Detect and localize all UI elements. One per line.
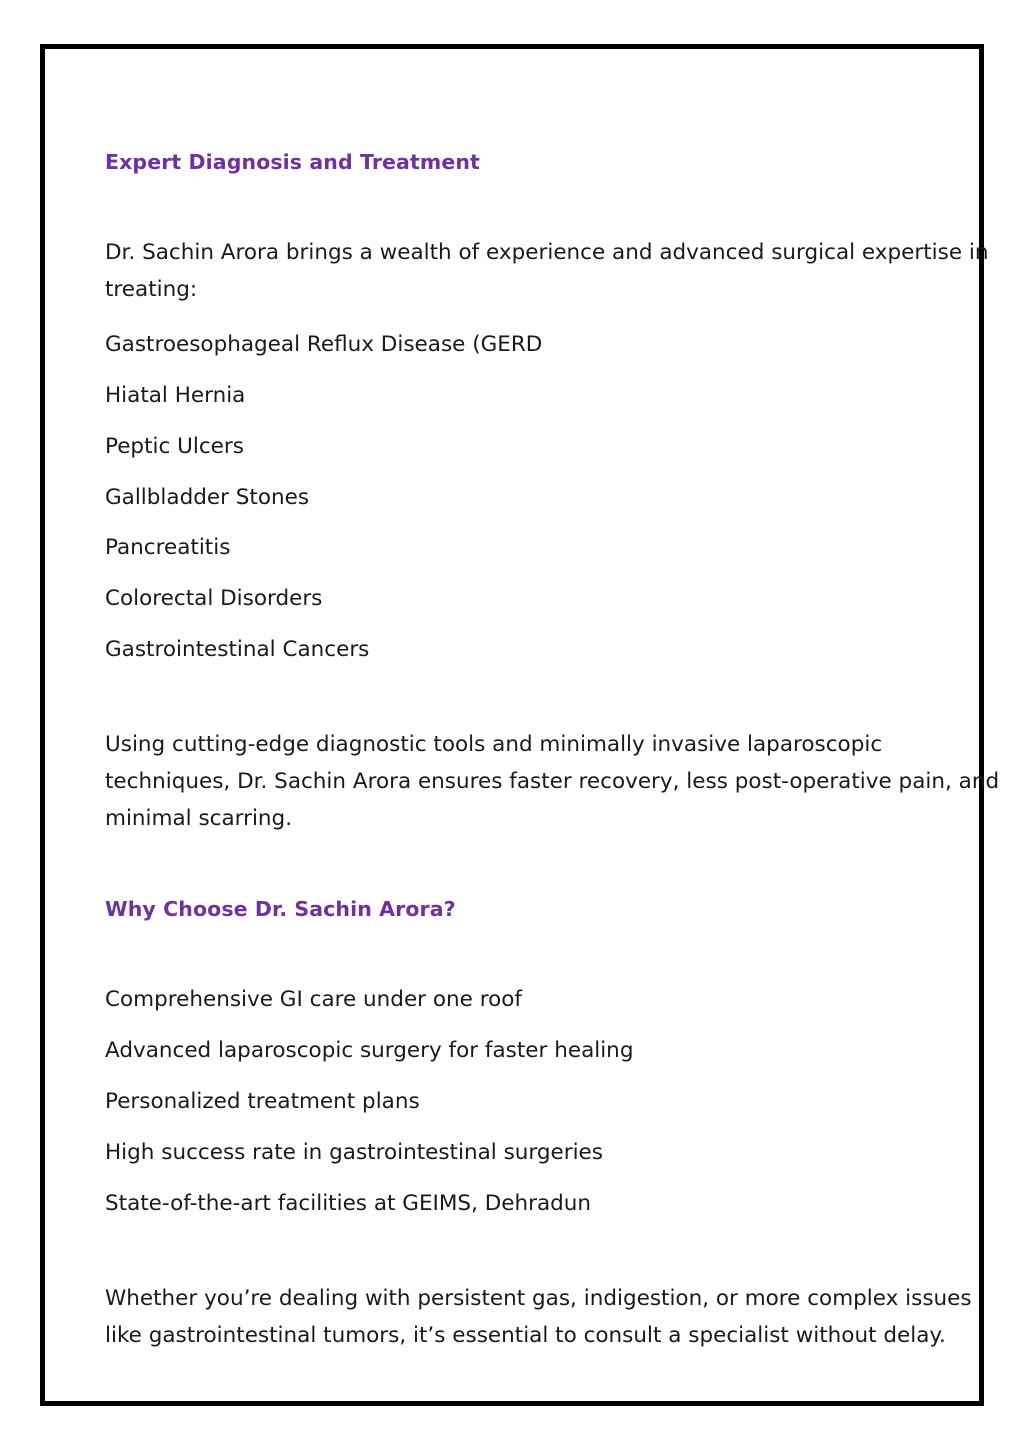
list-item: High success rate in gastrointestinal surgeries	[105, 1139, 603, 1165]
list-item: State-of-the-art facilities at GEIMS, Dehradun	[105, 1190, 592, 1216]
section-heading-expert-diagnosis: Expert Diagnosis and Treatment	[105, 150, 480, 174]
list-item: Personalized treatment plans	[105, 1088, 420, 1114]
spacer	[105, 838, 1013, 896]
list-item: Gastroesophageal Reflux Disease (GERD	[105, 331, 543, 357]
spacer	[105, 924, 1013, 982]
section-heading-why-choose: Why Choose Dr. Sachin Arora?	[105, 897, 456, 922]
spacer	[105, 177, 1013, 235]
intro-paragraph: Dr. Sachin Arora brings a wealth of experience and advanced surgical expertise in treating:	[105, 239, 989, 302]
conditions-list	[105, 327, 1013, 670]
list-item: Colorectal Disorders	[105, 586, 323, 612]
list-item: Gallbladder Stones	[105, 484, 310, 510]
list-item: Peptic Ulcers	[105, 433, 244, 459]
spacer	[105, 309, 1013, 327]
reasons-list	[105, 982, 1013, 1223]
closing-paragraph: Whether you’re dealing with persistent gas, indigestion, or more complex issues like gastrointestinal tumors, it’s essential to consult a specialist without delay.	[105, 1285, 972, 1348]
list-item: Comprehensive GI care under one roof	[105, 986, 522, 1012]
document-content	[105, 149, 1013, 1355]
list-item: Pancreatitis	[105, 535, 231, 561]
spacer	[105, 1223, 1013, 1281]
list-item: Hiatal Hernia	[105, 382, 246, 408]
list-item: Advanced laparoscopic surgery for faster healing	[105, 1037, 634, 1063]
list-item: Gastrointestinal Cancers	[105, 637, 370, 663]
paragraph-techniques: Using cutting-edge diagnostic tools and minimally invasive laparoscopic techniques, Dr. Sachin Arora ensures faster recovery, less post-operative pain, and minimal scarring.	[105, 732, 1000, 832]
page-border-frame	[40, 44, 1000, 1406]
spacer	[105, 669, 1013, 727]
